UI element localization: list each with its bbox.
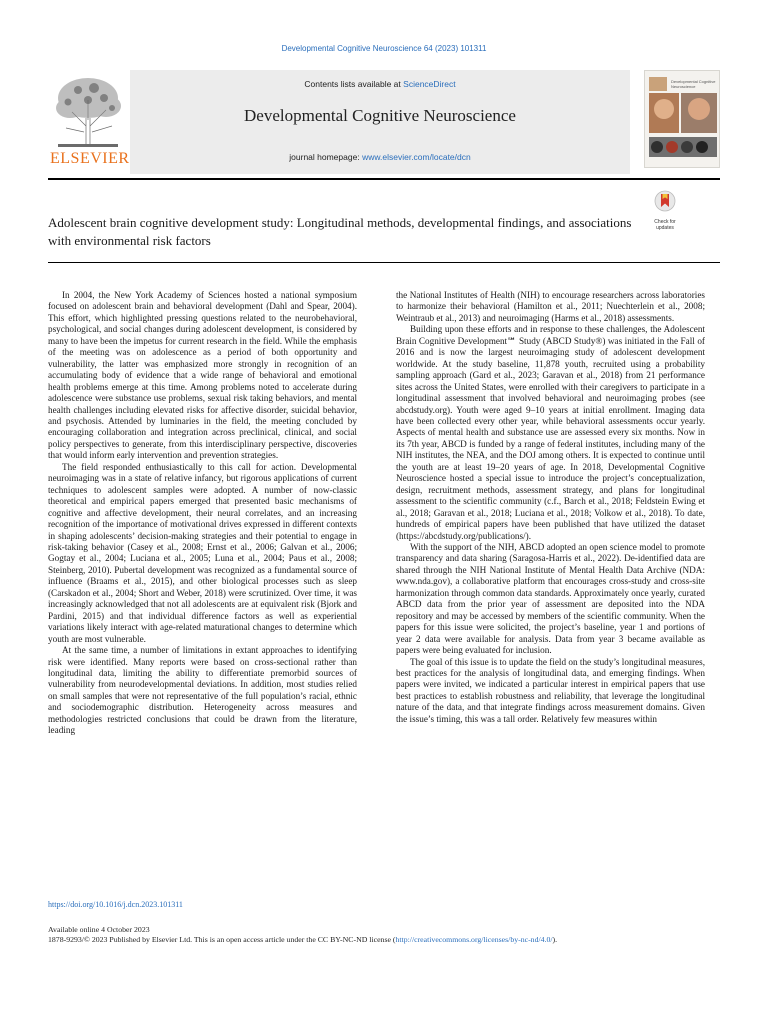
bookmark-icon xyxy=(654,190,676,214)
journal-cover-image xyxy=(644,70,720,168)
license-link[interactable]: http://creativecommons.org/licenses/by-nc-nd/4.0/ xyxy=(395,935,553,944)
homepage-prefix: journal homepage: xyxy=(289,152,360,162)
copyright-line xyxy=(48,935,728,945)
check-for-updates-badge[interactable] xyxy=(648,190,682,230)
journal-reference[interactable]: Developmental Cognitive Neuroscience 64 (2023) 101311 xyxy=(281,44,487,53)
journal-homepage-line xyxy=(130,152,630,162)
article-footer xyxy=(48,925,728,945)
badge-label: Check for updates xyxy=(654,219,676,231)
body-column-left xyxy=(48,290,357,737)
copyright-text: 1878-9293/© 2023 Published by Elsevier Ltd. This is an open access article under the CC BY-NC-ND license ( xyxy=(48,935,396,944)
title-rule xyxy=(48,262,720,263)
paragraph: The goal of this issue is to update the field on the study’s longitudinal measures, best practices for the analysis of longitudinal data, and emerging findings. When papers were invited, we indicated a particular interest in empirical papers that use best practices to establish robustness and reliability, that leverage the longitudinal nature of the data, and that integrate findings across measurement domains. Given the issue’s timing, this was a tall order. Relatively few measures within xyxy=(396,656,705,724)
paragraph: Building upon these efforts and in response to these challenges, the Adolescent Brain Cognitive Development℠ Study (ABCD Study®) was initiated in the Fall of 2016 and is now the largest neuroimaging study of adolescent development worldwide. At the study baseline, 11,878 youth, recruited using a probability sampling approach (Gard et al., 2023; Garavan et al., 2018) from 21 performance sites across the United States, were enrolled with their caregivers to participate in a longitudinal assessment that involved behavioral and neuroimaging probes (see abcdstudy.org). Youth were aged 9–10 years at initial enrollment. Imaging data have been collected every other year, while behavioral assessments occur yearly. Aspects of mental health and substance use are assessed every six months. Now in its 7th year, ABCD is funded by a range of federal institutes, including many of the NIH institutes, the NEA, and the DOJ among others. It is expected to continue until the youth are at least 19–20 years of age. In 2018, Developmental Cognitive Neuroscience hosted a special issue to introduce the project’s conceptualization, design, recruitment methods, assessment strategy, and plans for longitudinal assessment to the scientific community (c.f., Barch et al., 2018; Feldstein Ewing et al., 2018; Garavan et al., 2018; Luciana et al., 2018; Volkow et al., 2018). To date, hundreds of empirical papers have been published that have utilized the dataset (https://abcdstudy.org/publications/). xyxy=(396,324,705,541)
journal-title: Developmental Cognitive Neuroscience xyxy=(244,106,516,125)
paragraph: The field responded enthusiastically to this call for action. Developmental neuroimaging was in a state of relative infancy, but rigorous applications of current techniques to adolescent samples were adopted. A number of now-classic theoretical and empirical papers emerged that presented basic mechanisms of cognitive and affective development, their neural correlates, and an increasing recognition of the importance of motivational drives expressed in different contexts in shaping adolescents’ decision-making strategies and their potential to engage in risk-taking behavior (Casey et al., 2008; Ernst et al., 2006; Galvan et al., 2006; Gogtay et al., 2004; Luciana et al., 2005; Luna et al., 2004; Paus et al., 2008; Steinberg, 2010). Pubertal development was recognized as a fundamental source of influence (Braams et al., 2015), and other biological processes such as sleep (Carskadon et al., 2004; Short and Weber, 2018) were scrutinized. Over time, it was increasingly acknowledged that not all adolescents are at equivalent risk (Bjork and Pardini, 2015) and that individual difference factors as well as experiential variations likely interact with age-related maturational changes to determine which youth are most vulnerable. xyxy=(48,461,357,644)
available-online-date: Available online 4 October 2023 xyxy=(48,925,150,934)
journal-header-box xyxy=(130,70,630,174)
cover-title: Developmental Cognitive Neuroscience xyxy=(671,79,716,89)
doi-link[interactable]: https://doi.org/10.1016/j.dcn.2023.101311 xyxy=(48,900,183,909)
contents-line xyxy=(130,79,630,89)
contents-prefix: Contents lists available at xyxy=(304,79,401,89)
body-column-right xyxy=(396,290,705,725)
paragraph: With the support of the NIH, ABCD adopted an open science model to promote transparency and data sharing (Saragosa-Harris et al., 2022). De-identified data are shared through the NIH National Institute of Mental Health Data Archive (NDA: www.nda.gov), a collaborative platform that encourages cross-study and cross-site harmonization through common data standards. Approximately once yearly, curated ABCD data from the prior year of assessment are deposited into the NDA repository and may be accessed by members of the scientific community. When the papers for this issue were solicited, the project’s baseline, year 1 and portions of year 2 data were available for analysis. Data from year 3 became available as papers were being evaluated for inclusion. xyxy=(396,541,705,656)
elsevier-tree-logo xyxy=(48,70,128,168)
paragraph: At the same time, a number of limitations in extant approaches to identifying risk were identified. Many reports were based on cross-sectional rather than longitudinal data, limiting the ability to differentiate premorbid sources of vulnerability from neurodevelopmental deviations. In addition, most studies relied on small samples that were not representative of the full population’s racial, ethnic and sociodemographic distribution. Heterogeneity across measures and methodologies restricted conclusions that could be drawn from the literature, leading xyxy=(48,645,357,736)
sciencedirect-link[interactable]: ScienceDirect xyxy=(403,79,456,89)
copyright-end: ). xyxy=(552,935,558,944)
homepage-link[interactable]: www.elsevier.com/locate/dcn xyxy=(362,152,471,162)
masthead xyxy=(48,70,720,174)
article-title: Adolescent brain cognitive development study: Longitudinal methods, developmental findings, and associations with environmental risk factors xyxy=(48,215,632,248)
header-rule xyxy=(48,178,720,180)
paragraph: the National Institutes of Health (NIH) to encourage researchers across laboratories to harmonize their behavioral (Hamilton et al., 2011; Nuechterlein et al., 2008; Weintraub et al., 2013) and neuroimaging (Harms et al., 2018) assessments. xyxy=(396,290,705,323)
elsevier-wordmark: ELSEVIER xyxy=(50,150,130,167)
paragraph: In 2004, the New York Academy of Sciences hosted a national symposium focused on adolescent brain and behavioral development (Dahl and Spear, 2004). This effort, which highlighted pressing questions related to the neurobehavioral, psychological, and social changes during adolescent development, is considered by many to have been the impetus for current research in the field. While the emphasis of the meeting was on adolescence as a period of both opportunity and vulnerability, the latter was emphasized more strongly in recognition of an accumulating body of evidence that a wide range of behavioral and emotional health problems emerge at this time. Among problems noted to accelerate during adolescence were substance use problems, sexual risk taking behaviors, and mental health challenges including elevated risks for affective disorder, suicidal behavior, and psychosis. Attended by luminaries in the field, the meeting concluded by encouraging collaboration and integration across preclinical, clinical, and social policy perspectives to generate, from this interdisciplinary perspective, discoveries that would inform early intervention and prevention strategies. xyxy=(48,290,357,461)
